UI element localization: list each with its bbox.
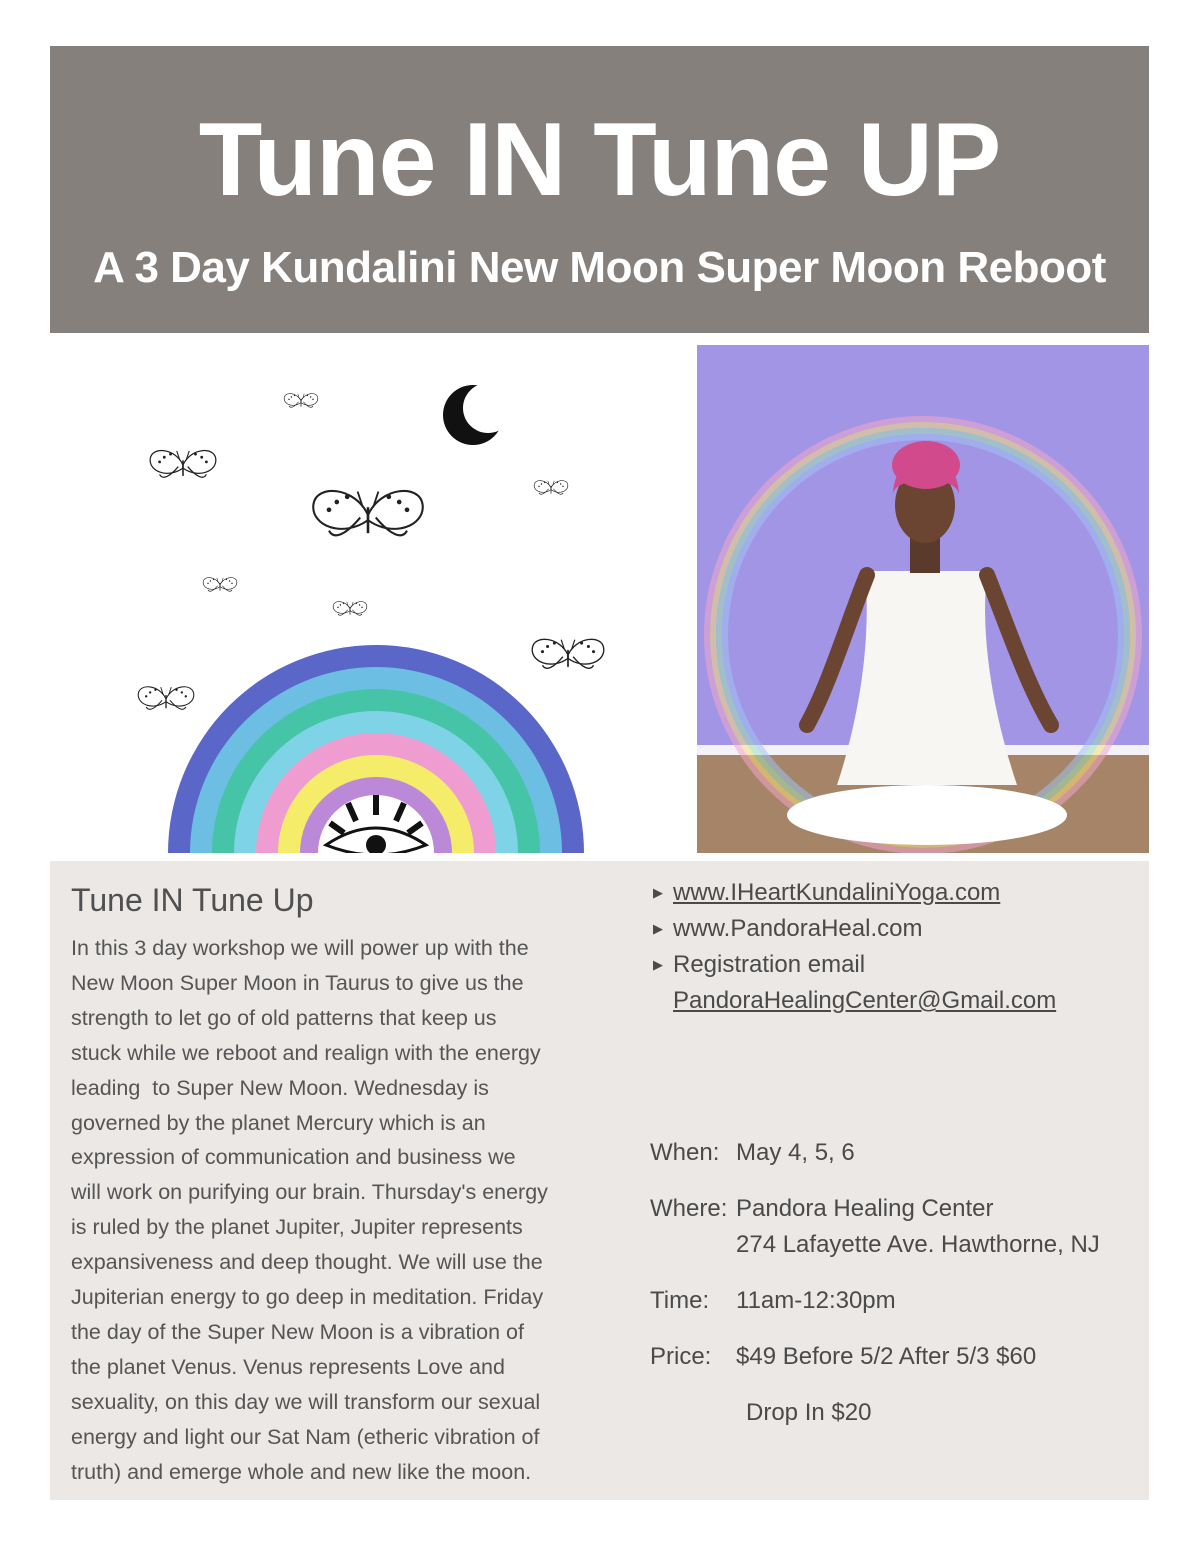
description-line: strength to let go of old patterns that keep us (71, 1005, 497, 1030)
description-line: In this 3 day workshop we will power up with the (71, 936, 529, 960)
bullet-arrow-icon: ▶ (653, 885, 663, 900)
description-line: is ruled by the planet Jupiter, Jupiter represents (71, 1215, 523, 1240)
where-label: Where: (650, 1195, 728, 1222)
workshop-heading: Tune IN Tune Up (71, 882, 314, 918)
time-value: 11am-12:30pm (736, 1287, 896, 1314)
rainbow-butterfly-illustration (100, 345, 660, 853)
info-panel (50, 861, 1149, 1500)
description-line: stuck while we reboot and realign with the energy (71, 1040, 541, 1065)
link-row (653, 947, 1133, 983)
meditation-photo (697, 345, 1149, 853)
drop-in-value: Drop In $20 (746, 1399, 872, 1426)
description-line: expansiveness and deep thought. We will use the (71, 1250, 543, 1275)
description-line: expression of communication and business we (71, 1145, 516, 1170)
description-line: sexuality, on this day we will transform our sexual (71, 1389, 541, 1414)
description-line: leading to Super New Moon. Wednesday is (71, 1075, 489, 1100)
event-title: Tune IN Tune UP (198, 102, 1001, 218)
description-line: the day of the Super New Moon is a vibration of (71, 1319, 524, 1344)
website-link-pandoraheal[interactable]: www.PandoraHeal.com (673, 915, 923, 942)
description-line: Jupiterian energy to go deep in meditation. Friday (71, 1285, 544, 1310)
event-subtitle: A 3 Day Kundalini New Moon Super Moon Reboot (93, 243, 1106, 292)
moon-icon (443, 383, 513, 445)
registration-email-link[interactable]: PandoraHealingCenter@Gmail.com (673, 987, 1057, 1014)
bullet-arrow-icon: ▶ (653, 957, 663, 972)
description-line: the planet Venus. Venus represents Love and (71, 1354, 505, 1379)
registration-label: Registration email (673, 951, 866, 978)
description-line: will work on purifying our brain. Thursday's energy (71, 1180, 548, 1205)
where-value-venue: Pandora Healing Center (736, 1195, 994, 1222)
workshop-description (71, 931, 601, 1490)
header-banner (50, 46, 1149, 333)
description-line: energy and light our Sat Nam (etheric vibration of (71, 1424, 540, 1449)
link-row (653, 875, 1133, 911)
links-list (653, 875, 1133, 1019)
link-row (653, 911, 1133, 947)
website-link-iheartkundalini[interactable]: www.IHeartKundaliniYoga.com (673, 879, 1001, 906)
when-label: When: (650, 1139, 720, 1166)
when-value: May 4, 5, 6 (736, 1139, 855, 1166)
link-row (653, 983, 1133, 1019)
where-value-address: 274 Lafayette Ave. Hawthorne, NJ (736, 1231, 1100, 1258)
bullet-arrow-icon: ▶ (653, 921, 663, 936)
description-line: New Moon Super Moon in Taurus to give us the (71, 970, 524, 995)
price-label: Price: (650, 1343, 712, 1370)
time-label: Time: (650, 1287, 710, 1314)
description-line: governed by the planet Mercury which is an (71, 1110, 486, 1135)
price-value: $49 Before 5/2 After 5/3 $60 (736, 1343, 1037, 1370)
description-line: truth) and emerge whole and new like the moon. (71, 1459, 532, 1484)
